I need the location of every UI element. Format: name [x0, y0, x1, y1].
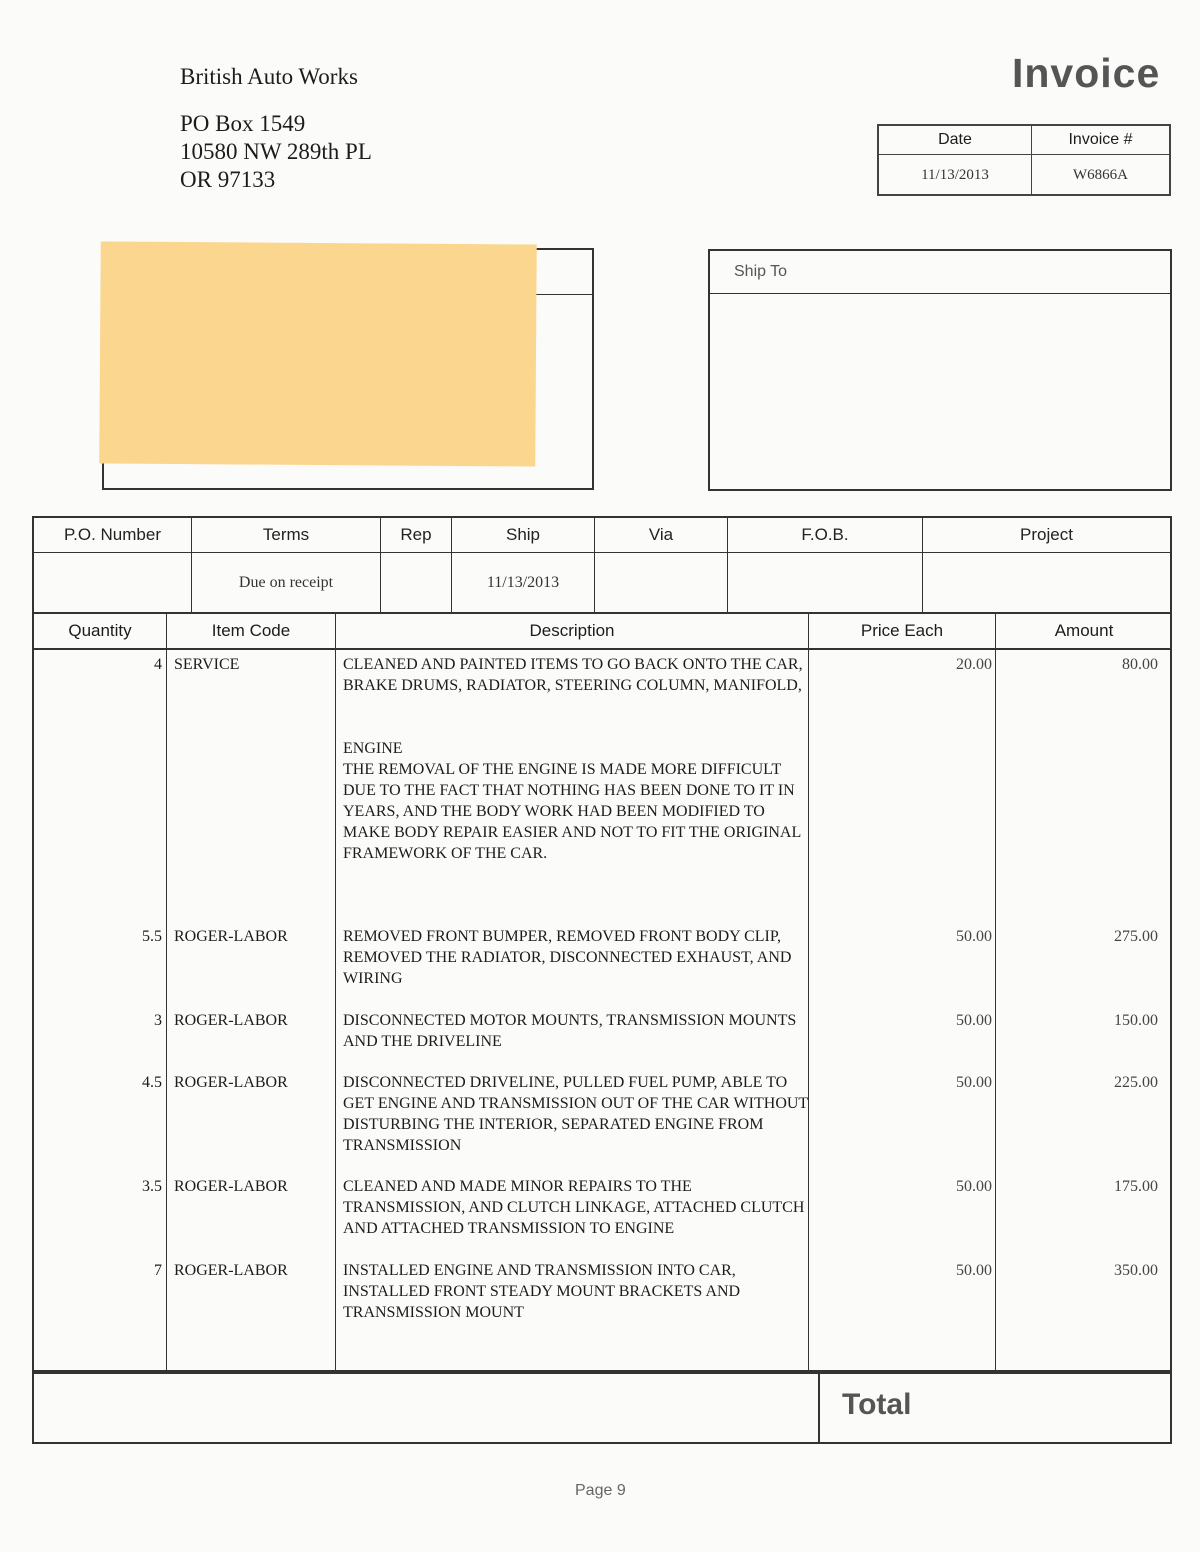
date-header: Date: [879, 126, 1032, 155]
amount-header: Amount: [1054, 621, 1114, 640]
description-cell: DISCONNECTED MOTOR MOUNTS, TRANSMISSION MOUNTS AND THE DRIVELINE: [343, 1012, 797, 1050]
po-number-header: P.O. Number: [63, 525, 161, 544]
line-items-table: [32, 614, 1172, 1372]
terms-table: [32, 516, 1172, 614]
rep-value: [381, 553, 451, 613]
amount-cell: 175.00: [1114, 1178, 1158, 1195]
price-each-cell: 50.00: [956, 1262, 992, 1279]
description-paragraph: THE REMOVAL OF THE ENGINE IS MADE MORE DIFFICULT DUE TO THE FACT THAT NOTHING HAS BEEN DONE TO IT IN YEARS, AND THE BODY WORK HAD BEEN MODIFIED TO MAKE BODY REPAIR EASIER AND NOT TO FIT THE ORIGINAL FRAMEWORK OF THE CAR.: [343, 761, 801, 862]
quantity-cell: 4.5: [142, 1074, 162, 1091]
item-code-cell: ROGER-LABOR: [174, 1178, 288, 1195]
description-cell: CLEANED AND MADE MINOR REPAIRS TO THE TRANSMISSION, AND CLUTCH LINKAGE, ATTACHED CLUTCH AND ATTACHED TRANSMISSION TO ENGINE: [343, 1178, 805, 1237]
ship-header: Ship: [505, 525, 541, 544]
fob-value: [728, 553, 922, 613]
po-number-value: [34, 553, 191, 613]
ship-to-box: [708, 249, 1172, 491]
ship-to-label: Ship To: [734, 263, 788, 280]
address-line: 10580 NW 289th PL: [180, 139, 372, 164]
invoice-number: W6866A: [1073, 167, 1128, 183]
total-box: [32, 1372, 1172, 1444]
fob-header: F.O.B.: [801, 525, 849, 544]
project-value: [923, 553, 1170, 613]
quantity-cell: 7: [154, 1262, 162, 1279]
description-cell: REMOVED FRONT BUMPER, REMOVED FRONT BODY CLIP, REMOVED THE RADIATOR, DISCONNECTED EXHAUST, AND WIRING: [343, 928, 792, 987]
via-header: Via: [648, 525, 674, 544]
price-each-cell: 50.00: [956, 1012, 992, 1029]
invoice-number-header: Invoice #: [1032, 126, 1169, 155]
address-line: OR 97133: [180, 167, 276, 192]
amount-cell: 275.00: [1114, 928, 1158, 945]
company-address: [180, 110, 372, 194]
description-cell: INSTALLED ENGINE AND TRANSMISSION INTO CAR, INSTALLED FRONT STEADY MOUNT BRACKETS AND TRANSMISSION MOUNT: [343, 1262, 741, 1321]
page-number: Page 9: [575, 1482, 626, 1499]
address-line: PO Box 1549: [180, 111, 306, 136]
price-each-cell: 20.00: [956, 656, 992, 673]
invoice-title: Invoice: [1012, 50, 1161, 96]
terms-value: Due on receipt: [238, 574, 334, 591]
description-paragraph: CLEANED AND PAINTED ITEMS TO GO BACK ONTO THE CAR, BRAKE DRUMS, RADIATOR, STEERING COLUMN, MANIFOLD,: [343, 656, 803, 694]
item-code-cell: ROGER-LABOR: [174, 1012, 288, 1029]
price-each-header: Price Each: [860, 621, 944, 640]
item-code-cell: ROGER-LABOR: [174, 1074, 288, 1091]
quantity-header: Quantity: [68, 621, 132, 640]
quantity-cell: 5.5: [142, 928, 162, 945]
amount-cell: 150.00: [1114, 1012, 1158, 1029]
item-code-cell: SERVICE: [174, 656, 240, 673]
amount-cell: 80.00: [1122, 656, 1158, 673]
terms-header: Terms: [262, 525, 310, 544]
amount-cell: 225.00: [1114, 1074, 1158, 1091]
total-label: Total: [842, 1388, 912, 1421]
quantity-cell: 4: [154, 656, 162, 673]
company-name: British Auto Works: [180, 64, 358, 89]
invoice-date: 11/13/2013: [879, 155, 1032, 195]
date-invoice-box: [877, 124, 1171, 196]
item-code-header: Item Code: [211, 621, 291, 640]
description-cell: [343, 654, 808, 864]
via-value: [595, 553, 727, 613]
amount-cell: 350.00: [1114, 1262, 1158, 1279]
quantity-cell: 3.5: [142, 1178, 162, 1195]
price-each-cell: 50.00: [956, 1074, 992, 1091]
redaction-sticky-note: [99, 241, 537, 466]
project-header: Project: [1020, 525, 1073, 544]
description-cell: DISCONNECTED DRIVELINE, PULLED FUEL PUMP, ABLE TO GET ENGINE AND TRANSMISSION OUT OF THE CAR WITHOUT DISTURBING THE INTERIOR, SEPARATED ENGINE FROM TRANSMISSION: [343, 1074, 808, 1154]
quantity-cell: 3: [154, 1012, 162, 1029]
description-paragraph: ENGINE: [343, 740, 403, 757]
description-header: Description: [529, 621, 615, 640]
rep-header: Rep: [400, 525, 432, 544]
item-code-cell: ROGER-LABOR: [174, 1262, 288, 1279]
item-code-cell: ROGER-LABOR: [174, 928, 288, 945]
price-each-cell: 50.00: [956, 1178, 992, 1195]
ship-date-value: 11/13/2013: [486, 574, 560, 591]
price-each-cell: 50.00: [956, 928, 992, 945]
